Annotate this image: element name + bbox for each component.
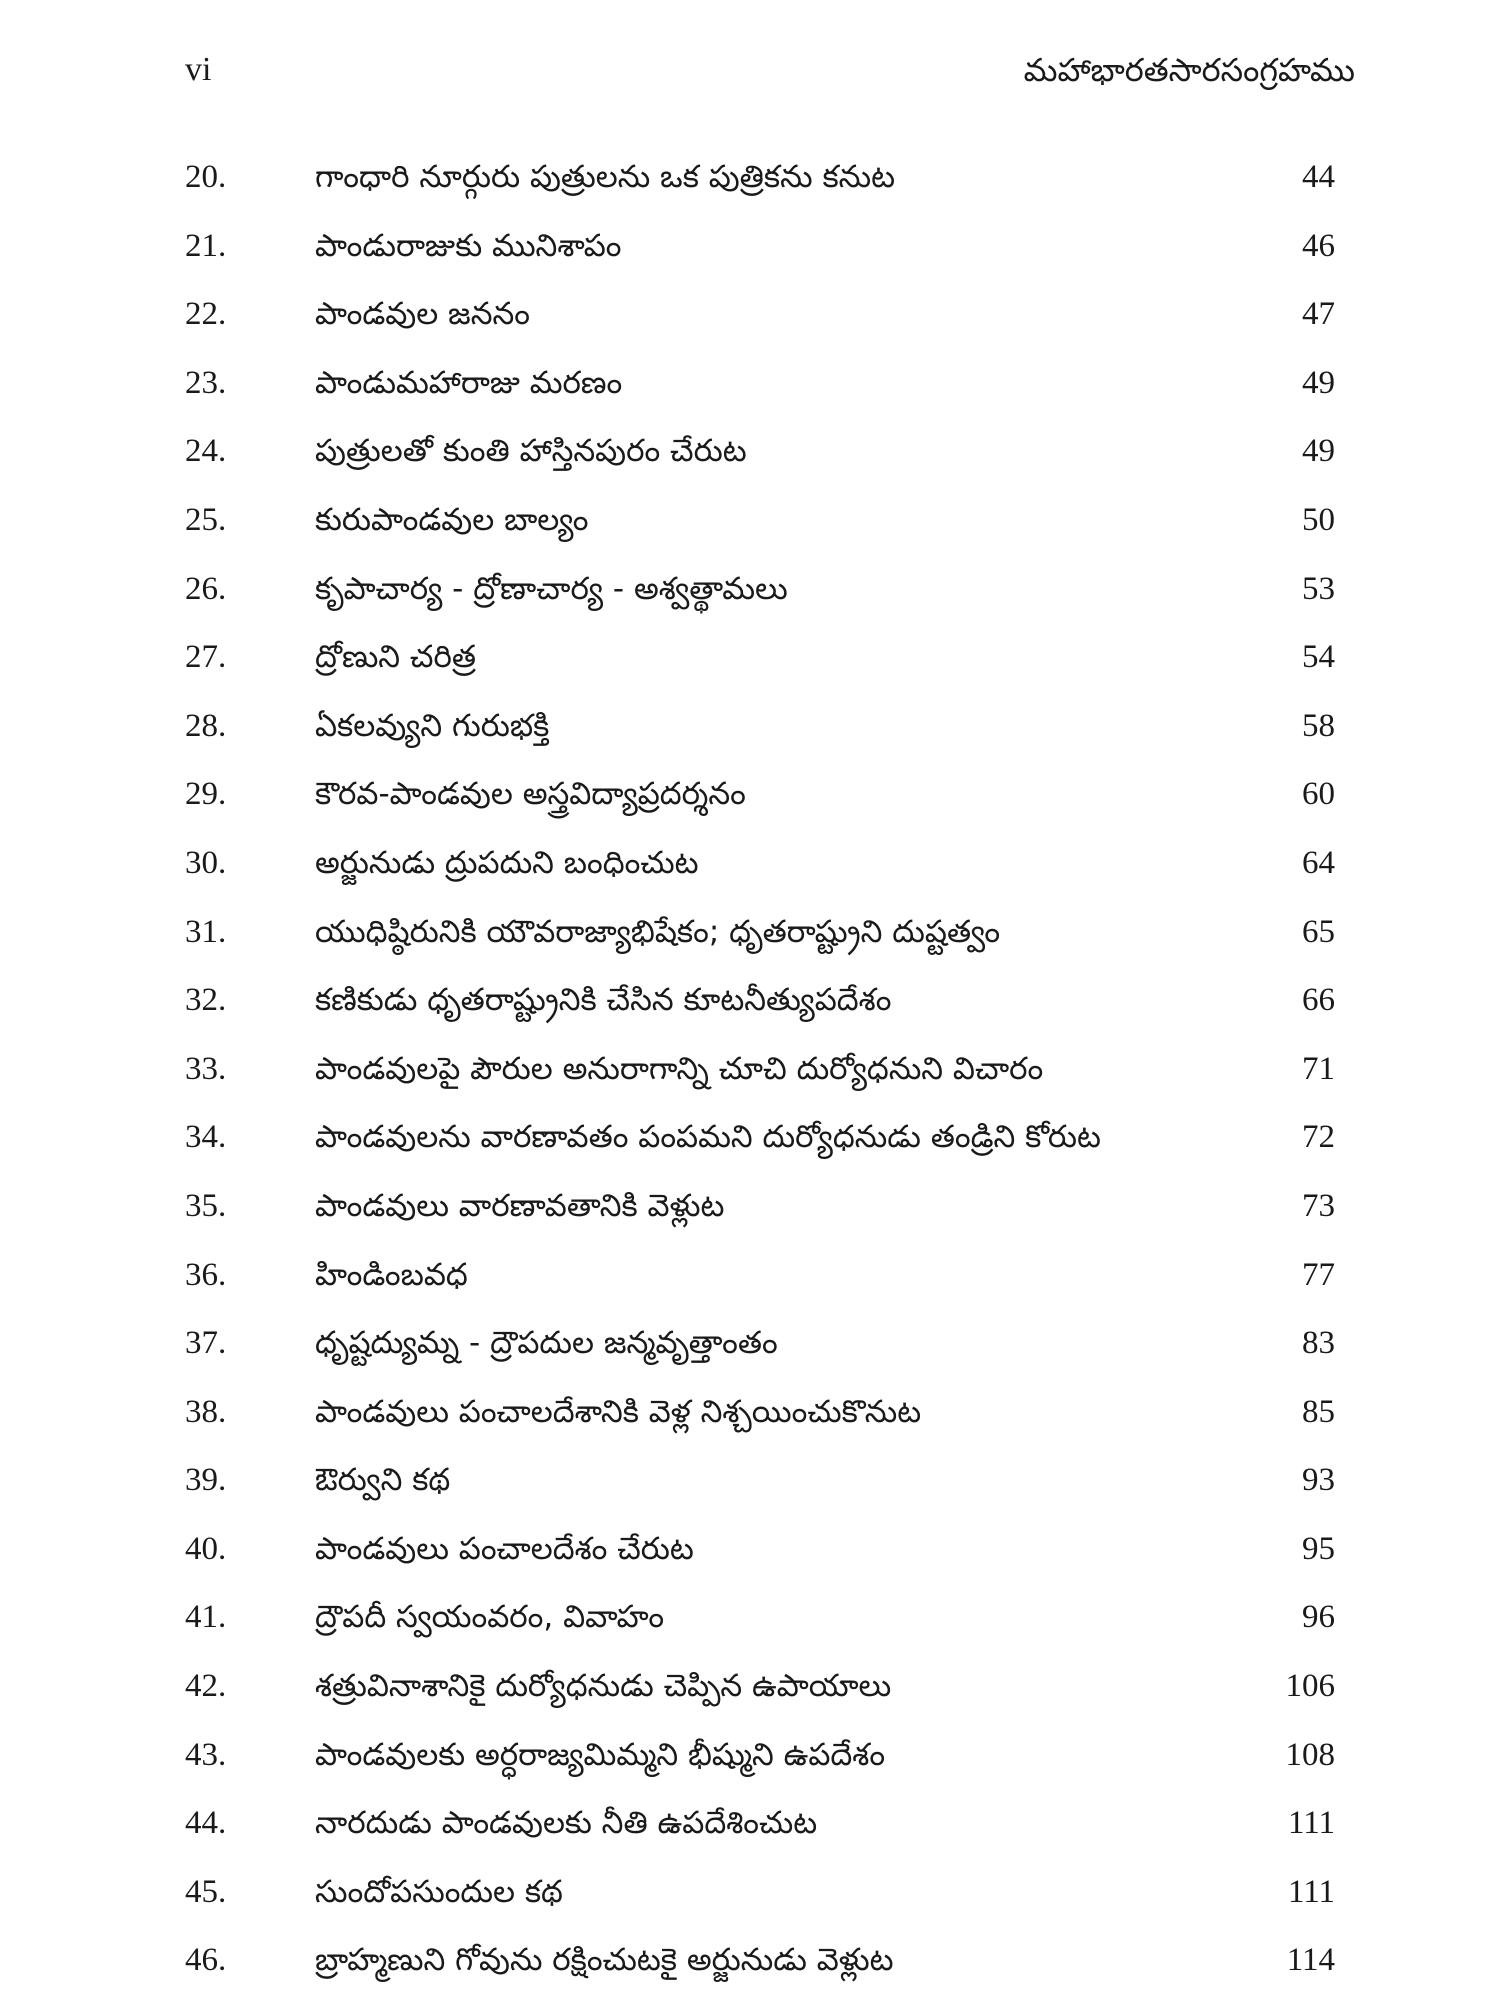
toc-entry <box>185 1179 1335 1248</box>
toc-entry-page: 53 <box>1302 570 1335 607</box>
toc-entry <box>185 630 1335 699</box>
toc-entry-number: 37. <box>185 1325 227 1362</box>
toc-entry-title: పాండవులు పంచాలదేశం చేరుట <box>315 1530 694 1567</box>
toc-entry-number: 40. <box>185 1530 227 1567</box>
toc-entry <box>185 767 1335 836</box>
toc-entry-page: 65 <box>1302 913 1335 950</box>
toc-entry-title: యుధిష్ఠిరునికి యౌవరాజ్యాభిషేకం; ధృతరాష్ట్రుని దుష్టత్వం <box>315 913 1001 950</box>
toc-entry-number: 44. <box>185 1805 227 1842</box>
toc-entry-title: బ్రాహ్మణుని గోవును రక్షించుటకై అర్జునుడు వెళ్లుట <box>315 1942 894 1979</box>
toc-entry-title: అర్జునుడు ద్రుపదుని బంధించుట <box>315 844 699 881</box>
toc-entry-number: 41. <box>185 1599 227 1636</box>
toc-entry <box>185 1385 1335 1454</box>
toc-entry <box>185 1522 1335 1591</box>
toc-entry-title: పాండవులపై పౌరుల అనురాగాన్ని చూచి దుర్యోధనుని విచారం <box>315 1050 1044 1087</box>
toc-entry-page: 83 <box>1302 1325 1335 1362</box>
toc-entry-number: 43. <box>185 1736 227 1773</box>
toc-entry-page: 111 <box>1287 1805 1335 1842</box>
book-title: మహాభారతసారసంగ్రహము <box>1023 51 1355 89</box>
toc-entry-page: 72 <box>1302 1119 1335 1156</box>
toc-entry-page: 46 <box>1302 227 1335 264</box>
table-of-contents <box>185 150 1335 2002</box>
toc-entry <box>185 1728 1335 1797</box>
toc-entry-title: శత్రువినాశానికై దుర్యోధనుడు చెప్పిన ఉపాయాలు <box>315 1668 892 1705</box>
toc-entry-title: సుందోపసుందుల కథ <box>315 1873 563 1910</box>
toc-entry <box>185 219 1335 288</box>
toc-entry-number: 29. <box>185 776 227 813</box>
toc-entry-title: ధృష్టద్యుమ్న - ద్రౌపదుల జన్మవృత్తాంతం <box>315 1325 778 1362</box>
toc-entry-number: 21. <box>185 227 227 264</box>
toc-entry-page: 77 <box>1302 1256 1335 1293</box>
toc-entry-number: 36. <box>185 1256 227 1293</box>
toc-entry-number: 30. <box>185 844 227 881</box>
toc-entry <box>185 1933 1335 2002</box>
toc-entry-page: 66 <box>1302 982 1335 1019</box>
toc-entry-number: 26. <box>185 570 227 607</box>
toc-entry-title: పాండుమహారాజు మరణం <box>315 364 623 401</box>
toc-entry-page: 50 <box>1302 501 1335 538</box>
toc-entry <box>185 836 1335 905</box>
toc-entry-title: హిండింబవధ <box>315 1256 468 1293</box>
toc-entry <box>185 905 1335 974</box>
toc-entry <box>185 1796 1335 1865</box>
toc-entry-number: 20. <box>185 159 227 195</box>
toc-entry-number: 38. <box>185 1393 227 1430</box>
toc-entry-title: గాంధారి నూర్గురు పుత్రులను ఒక పుత్రికను కనుట <box>315 159 896 195</box>
toc-entry-page: 85 <box>1302 1393 1335 1430</box>
page-number: vi <box>185 51 212 88</box>
toc-entry-title: కురుపాండవుల బాల్యం <box>315 501 589 538</box>
toc-entry-number: 31. <box>185 913 227 950</box>
toc-entry-title: కృపాచార్య - ద్రోణాచార్య - అశ్వత్థామలు <box>315 570 788 607</box>
toc-entry <box>185 1316 1335 1385</box>
toc-entry <box>185 1453 1335 1522</box>
toc-entry-title: కౌరవ-పాండవుల అస్త్రవిద్యాప్రదర్శనం <box>315 776 746 813</box>
toc-entry-page: 111 <box>1287 1873 1335 1910</box>
toc-entry <box>185 1590 1335 1659</box>
toc-entry-page: 106 <box>1285 1668 1335 1705</box>
toc-entry <box>185 287 1335 356</box>
toc-entry <box>185 356 1335 425</box>
toc-entry-title: కణికుడు ధృతరాష్ట్రునికి చేసిన కూటనీత్యుపదేశం <box>315 982 892 1019</box>
toc-entry-page: 47 <box>1302 296 1335 333</box>
toc-entry-title: పాండవులు వారణావతానికి వెళ్లుట <box>315 1187 725 1224</box>
toc-entry-number: 35. <box>185 1187 227 1224</box>
toc-entry-number: 42. <box>185 1668 227 1705</box>
toc-entry-page: 93 <box>1302 1462 1335 1499</box>
toc-entry-number: 24. <box>185 433 227 470</box>
toc-entry-page: 49 <box>1302 433 1335 470</box>
toc-entry <box>185 1042 1335 1111</box>
toc-entry-number: 33. <box>185 1050 227 1087</box>
toc-entry-page: 73 <box>1302 1187 1335 1224</box>
toc-entry-page: 49 <box>1302 364 1335 401</box>
toc-entry-title: ఔర్వుని కథ <box>315 1462 451 1499</box>
toc-entry-page: 114 <box>1286 1942 1335 1979</box>
toc-entry-page: 95 <box>1302 1530 1335 1567</box>
toc-entry-number: 23. <box>185 364 227 401</box>
toc-entry-title: ద్రౌపదీ స్వయంవరం, వివాహం <box>315 1599 665 1636</box>
toc-entry-page: 58 <box>1302 707 1335 744</box>
toc-entry <box>185 973 1335 1042</box>
toc-entry-page: 60 <box>1302 776 1335 813</box>
toc-entry-number: 45. <box>185 1873 227 1910</box>
toc-entry-title: పాండవులను వారణావతం పంపమని దుర్యోధనుడు తండ్రిని కోరుట <box>315 1119 1101 1156</box>
toc-entry-page: 71 <box>1302 1050 1335 1087</box>
toc-entry-number: 28. <box>185 707 227 744</box>
toc-entry <box>185 1659 1335 1728</box>
toc-entry-page: 54 <box>1302 639 1335 676</box>
toc-entry <box>185 493 1335 562</box>
toc-entry-number: 46. <box>185 1942 227 1979</box>
toc-entry <box>185 699 1335 768</box>
toc-entry-title: పాండవులు పంచాలదేశానికి వెళ్ల నిశ్చయించుకొనుట <box>315 1393 922 1430</box>
toc-entry-title: పాండవుల జననం <box>315 296 530 333</box>
toc-entry-number: 25. <box>185 501 227 538</box>
toc-entry <box>185 1110 1335 1179</box>
toc-entry-title: పుత్రులతో కుంతి హాస్తినపురం చేరుట <box>315 433 747 470</box>
toc-entry-number: 32. <box>185 982 227 1019</box>
toc-entry <box>185 562 1335 631</box>
toc-entry-number: 39. <box>185 1462 227 1499</box>
toc-entry-page: 96 <box>1302 1599 1335 1636</box>
toc-entry-number: 22. <box>185 296 227 333</box>
toc-entry-number: 34. <box>185 1119 227 1156</box>
toc-entry-page: 64 <box>1302 844 1335 881</box>
toc-entry-title: పాండవులకు అర్ధరాజ్యమిమ్మని భీష్ముని ఉపదేశం <box>315 1736 886 1773</box>
toc-entry-title: నారదుడు పాండవులకు నీతి ఉపదేశించుట <box>315 1805 818 1842</box>
toc-entry-title: ఏకలవ్యుని గురుభక్తి <box>315 707 550 744</box>
toc-entry-title: పాండురాజుకు మునిశాపం <box>315 227 622 264</box>
toc-entry-number: 27. <box>185 639 227 676</box>
page-header <box>185 40 1355 100</box>
toc-entry-page: 108 <box>1285 1736 1335 1773</box>
toc-entry-page: 44 <box>1302 159 1335 195</box>
toc-entry <box>185 1248 1335 1317</box>
toc-entry <box>185 424 1335 493</box>
toc-entry-title: ద్రోణుని చరిత్ర <box>315 639 476 676</box>
toc-entry <box>185 1865 1335 1934</box>
toc-entry <box>185 150 1335 219</box>
